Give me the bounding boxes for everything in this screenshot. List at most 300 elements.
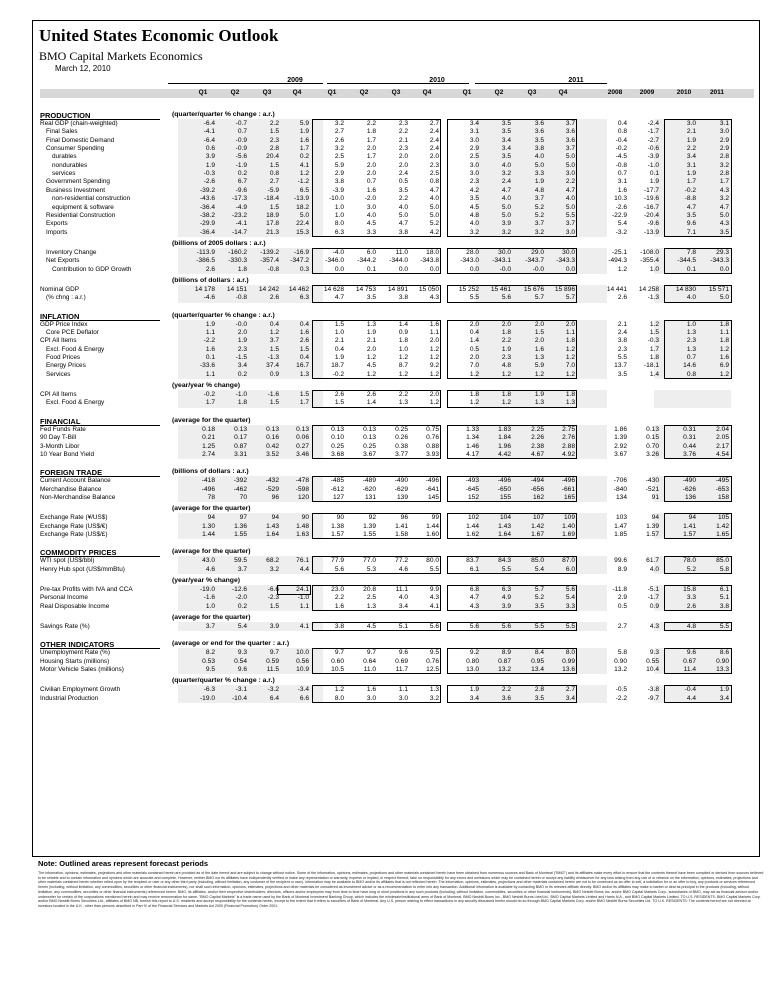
forecast-outline [447, 248, 577, 274]
forecast-outline [312, 556, 441, 574]
cell-value: 1.8 [501, 391, 511, 399]
cell-value: 5.5 [617, 354, 627, 362]
cell-value: 43.0 [202, 557, 215, 565]
cell-value: 99 [431, 514, 439, 522]
cell-value: -2.6 [203, 178, 215, 186]
cell-value: 5.6 [565, 586, 575, 593]
cell-value: 3.0 [719, 128, 729, 136]
cell-value: 5.9 [534, 362, 544, 370]
cell-value: 1.6 [299, 329, 309, 336]
cell-value: 3.7 [534, 220, 544, 228]
cell-value: -0.7 [235, 120, 247, 127]
cell-value: 1.2 [501, 399, 511, 407]
annual-header: 2010 [676, 89, 692, 96]
cell-value: 77.0 [363, 557, 376, 565]
row-label: Merchandise Balance [40, 485, 102, 493]
forecast-outline [447, 320, 577, 379]
section-heading: COMMODITY PRICES [40, 548, 117, 558]
cell-value: 1.9 [334, 354, 344, 362]
cell-value: 3.76 [683, 450, 696, 458]
cell-value: 5.5 [469, 294, 479, 302]
cell-value: 1.6 [617, 186, 627, 194]
unit-label: (average for the quarter) [172, 416, 251, 424]
cell-value: 20.8 [363, 586, 376, 593]
cell-value: -6.4 [203, 136, 215, 144]
cell-value: 2.4 [429, 128, 439, 136]
cell-value: 2.2 [501, 337, 511, 345]
cell-value: 1.44 [202, 530, 215, 538]
cell-value: 8.0 [334, 220, 344, 228]
cell-value: 2.1 [617, 320, 627, 328]
cell-value: 1.6 [366, 686, 376, 694]
cell-value: 0.2 [237, 170, 247, 178]
quarter-header: Q1 [198, 89, 208, 96]
cell-value: -20.4 [643, 211, 659, 219]
cell-value: 96 [271, 493, 279, 501]
cell-value: 3.31 [234, 450, 247, 458]
cell-value: 13.3 [716, 666, 729, 674]
cell-value: -6.6 [267, 586, 279, 593]
cell-value: -344.0 [389, 257, 408, 265]
cell-value: 4.1 [429, 602, 439, 610]
cell-value: 1.86 [614, 425, 627, 433]
cell-value: 2.1 [686, 128, 696, 136]
cell-value: -1.9 [235, 161, 247, 169]
cell-value: 3.4 [469, 120, 479, 127]
cell-value: 6.0 [565, 565, 575, 573]
cell-value: 1.3 [366, 602, 376, 610]
cell-value: -0.2 [615, 145, 627, 153]
cell-value: -343.7 [525, 257, 544, 265]
cell-value: 2.8 [719, 170, 729, 178]
cell-value: 2.2 [334, 594, 344, 602]
cell-value: 1.44 [466, 522, 479, 530]
cell-value: 0.8 [269, 170, 279, 178]
cell-value: 20.4 [266, 153, 279, 161]
row-label: Henry Hub spot (US$/mmBtu) [40, 565, 125, 573]
cell-value: 7.8 [686, 248, 696, 256]
cell-value: -462 [233, 485, 247, 493]
cell-value: 4.42 [498, 450, 511, 458]
cell-value: 1.7 [366, 153, 376, 161]
cell-value: 1.3 [429, 686, 439, 694]
cell-value: 1.41 [683, 522, 696, 530]
cell-value: 7.0 [565, 362, 575, 370]
cell-value: 10.5 [331, 666, 344, 674]
cell-value: 3.46 [296, 450, 309, 458]
cell-value: 1.5 [269, 399, 279, 407]
cell-value: -0.2 [684, 186, 696, 194]
cell-value: 4.8 [686, 623, 696, 631]
cell-value: 0.38 [395, 442, 408, 450]
cell-value: 1.0 [205, 602, 215, 610]
cell-value: -10.4 [231, 694, 247, 702]
cell-value: 1.2 [366, 370, 376, 378]
cell-value: 1.41 [395, 522, 408, 530]
disclaimer-text: The information, opinions, estimates, projections and other materials contained herein are provided as of the date hereof and are subject to change without notice. Some of the information, opinions, estimates, projections and other materials contained herein have been obtained from numerous sources and Bank of Montreal ("BMO") and its affiliates make every effort to ensure that the contents thereof have been compiled or derived from sources believed to be reliable and to contain information and opinions which are accurate and complete. However, neither BMO nor its affiliates have independently verified or make any representation or warranty, express or implied, in respect thereof, take no responsibility for any errors and omissions which may be contained herein or accept any liability whatsoever for any loss arising from any use of or reliance on the information, opinions, estimates, projections and other materials contained herein whether relied upon by the recipient or user or any other third party (including, without limitation, any customer of the recipient or user). Information may be available to BMO and/or its affiliates that is not reflected herein. The information, opinions, estimates, projections and other materials contained herein are not to be construed as an offer to sell, a solicitation for or an offer to buy, any products or services referenced herein (including, without limitation, any commodities, securities or other financial instruments), nor shall such information, opinions, estimates, projections and other materials be considered as investment advice or as a recommendation to enter into any transaction. Additional information is available by contacting BMO or its relevant affiliate directly. BMO and/or its affiliates may make a market or deal as principal in the products (including, without limitation, any commodities, securities or other financial instruments) referenced herein. BMO, its affiliates, and/or their respective shareholders, directors, officers and/or employees may from time to time have long or short positions in any such products (including, without limitation, commodities, securities or other financial instruments). BMO Nesbitt Burns Inc. and/or BMO Capital Markets Corp., subsidiaries of BMO, may act as financial advisor and/or underwriter for certain of the corporations mentioned herein and may receive remuneration for same. "BMO Capital Markets" is a trade name used by the Bank of Montreal Investment Banking Group, which includes the wholesale/institutional arms of Bank of Montreal, BMO Nesbitt Burns Inc., BMO Nesbitt Burns Ltée/Ltd., BMO Capital Markets Limited and Harris N.A., and BMO Capital Markets Limited. TO U.S. RESIDENTS: BMO Capital Markets Corp. and/or BMO Nesbitt Burns Securities Ltd., affiliates of BMO NB, furnish this report to U.S. residents and accept responsibility for the contents herein, except to the extent that it refers to securities of Bank of Montreal. Any U.S. person wishing to effect transactions in any security discussed herein should do so through BMO Capital Markets Corp. and/or BMO Nesbitt Burns Securities Ltd. TO U.K. RESIDENTS: The contents hereof are not directed at investors located in the U.K., other than persons described in Part IV of the Financial Services and Markets Act 2000 (Financial Promotion) Order 2001. [38, 871, 764, 908]
cell-value: 3.8 [334, 178, 344, 186]
cell-value: 1.2 [534, 370, 544, 378]
cell-value: 2.0 [501, 320, 511, 328]
cell-value: 4.0 [649, 565, 659, 573]
cell-value: 4.0 [686, 294, 696, 302]
cell-value: 2.75 [562, 425, 575, 433]
cell-value: 0.53 [202, 657, 215, 665]
cell-value: 1.7 [205, 399, 215, 407]
cell-value: 4.7 [469, 594, 479, 602]
cell-value: -0.5 [615, 686, 627, 694]
cell-value: -650 [497, 485, 511, 493]
cell-value: 4.5 [469, 203, 479, 211]
cell-value: 5.0 [719, 211, 729, 219]
cell-value: 3.1 [719, 120, 729, 127]
cell-value: 29.0 [531, 248, 544, 256]
cell-value: 1.0 [649, 265, 659, 273]
cell-value: 70 [239, 493, 247, 501]
cell-value: 1.8 [366, 128, 376, 136]
unit-label: (quarter/quarter % change : a.r.) [172, 677, 275, 685]
cell-value: 2.1 [334, 337, 344, 345]
cell-value: 2.0 [366, 345, 376, 353]
cell-value: 5.7 [565, 294, 575, 302]
cell-value: 2.88 [562, 442, 575, 450]
cell-value: 3.67 [614, 450, 627, 458]
cell-value: 3.6 [534, 128, 544, 136]
cell-value: -2.0 [235, 594, 247, 602]
cell-value: 0.13 [646, 425, 659, 433]
unit-label: (average for the quarter) [172, 548, 251, 556]
cell-value: 1.5 [649, 329, 659, 336]
cell-value: 11.1 [395, 586, 408, 593]
cell-value: 1.25 [202, 442, 215, 450]
cell-value: -17.3 [231, 195, 247, 203]
cell-value: 1.0 [334, 211, 344, 219]
cell-value: -4.1 [203, 128, 215, 136]
cell-value: -347.2 [290, 257, 309, 265]
cell-value: 104 [499, 514, 511, 522]
cell-value: 1.1 [205, 370, 215, 378]
cell-value: -529 [265, 485, 279, 493]
cell-value: 1.83 [498, 425, 511, 433]
row-label: Personal Income [40, 594, 88, 602]
quarter-header: Q4 [422, 89, 432, 96]
cell-value: 0.75 [426, 425, 439, 433]
cell-value: 2.3 [237, 345, 247, 353]
cell-value: 4.1 [299, 623, 309, 631]
cell-value: 1.8 [565, 337, 575, 345]
cell-value: -0.8 [267, 265, 279, 273]
cell-value: 1.6 [429, 320, 439, 328]
cell-value: -661 [561, 485, 575, 493]
cell-value: 155 [499, 493, 511, 501]
cell-value: 2.1 [366, 337, 376, 345]
cell-value: 9.3 [237, 649, 247, 657]
cell-value: 3.4 [469, 694, 479, 702]
cell-value: -496 [425, 477, 439, 485]
cell-value: 1.36 [234, 522, 247, 530]
cell-value: -0.4 [615, 136, 627, 144]
cell-value: 2.4 [398, 170, 408, 178]
cell-value: 13.2 [498, 666, 511, 674]
cell-value: 0.13 [331, 425, 344, 433]
cell-value: 3.5 [501, 120, 511, 127]
cell-value: 2.0 [534, 337, 544, 345]
row-label: Real GDP (chain-weighted) [40, 120, 118, 127]
cell-value: 1.6 [334, 602, 344, 610]
cell-value: 5.0 [534, 161, 544, 169]
cell-value: 5.0 [501, 211, 511, 219]
cell-value: -641 [425, 485, 439, 493]
cell-value: 2.0 [398, 153, 408, 161]
cell-value: 4.3 [719, 220, 729, 228]
cell-value: 0.64 [363, 657, 376, 665]
cell-value: 1.9 [366, 329, 376, 336]
row-label: WTI spot (US$/bbl) [40, 557, 95, 565]
cell-value: 1.2 [299, 170, 309, 178]
cell-value: 3.68 [331, 450, 344, 458]
cell-value: 1.40 [562, 522, 575, 530]
cell-value: -5.9 [267, 186, 279, 194]
cell-value: 15 896 [554, 285, 575, 293]
cell-value: 2.4 [501, 178, 511, 186]
quarter-header: Q2 [359, 89, 369, 96]
cell-value: 1.6 [534, 345, 544, 353]
cell-value: 0.4 [617, 120, 627, 127]
cell-value: 5.1 [719, 594, 729, 602]
cell-value: -612 [330, 485, 344, 493]
cell-value: 13.0 [466, 666, 479, 674]
cell-value: 0.0 [719, 265, 729, 273]
forecast-outline [312, 390, 441, 408]
cell-value: 2.0 [534, 320, 544, 328]
forecast-outline [312, 476, 441, 502]
cell-value: 3.93 [426, 450, 439, 458]
cell-value: 152 [467, 493, 479, 501]
cell-value: 28.0 [466, 248, 479, 256]
cell-value: 78.0 [683, 557, 696, 565]
cell-value: 12.5 [426, 666, 439, 674]
cell-value: 1.0 [334, 203, 344, 211]
cell-value: 102 [467, 514, 479, 522]
cell-value: -0.9 [235, 145, 247, 153]
cell-value: 15 676 [523, 285, 544, 293]
cell-value: 3.2 [469, 228, 479, 236]
cell-value: -19.6 [643, 195, 659, 203]
cell-value: 1.2 [649, 320, 659, 328]
cell-value: -706 [613, 477, 627, 485]
unit-label: (billions of dollars : a.r.) [172, 468, 249, 476]
cell-value: -346.0 [325, 257, 344, 265]
cell-value: 136 [684, 493, 696, 501]
cell-value: 14 830 [675, 285, 696, 293]
cell-value: 2.3 [429, 161, 439, 169]
cell-value: 2.8 [719, 153, 729, 161]
cell-value: 3.1 [686, 161, 696, 169]
cell-value: 2.6 [299, 337, 309, 345]
cell-value: 3.0 [565, 228, 575, 236]
forecast-outline [664, 476, 732, 502]
unit-label: (billions of 2005 dollars : a.r.) [172, 239, 266, 247]
cell-value: 1.5 [269, 161, 279, 169]
cell-value: -4.1 [235, 220, 247, 228]
cell-value: 68.2 [266, 557, 279, 565]
cell-value: -493 [465, 477, 479, 485]
cell-value: 23.0 [331, 586, 344, 593]
cell-value: 3.0 [366, 694, 376, 702]
row-label: Civilian Employment Growth [40, 686, 121, 694]
cell-value: -108.0 [640, 248, 659, 256]
cell-value: 1.5 [334, 399, 344, 407]
cell-value: 1.2 [429, 345, 439, 353]
cell-value: 8.9 [617, 565, 627, 573]
cell-value: 15 461 [490, 285, 511, 293]
cell-value: 1.2 [398, 370, 408, 378]
cell-value: 0.13 [363, 425, 376, 433]
cell-value: 1.5 [269, 203, 279, 211]
cell-value: 3.5 [534, 694, 544, 702]
cell-value: 1.8 [237, 265, 247, 273]
cell-value: 2.2 [366, 120, 376, 127]
cell-value: 5.5 [501, 565, 511, 573]
cell-value: 3.8 [719, 602, 729, 610]
cell-value: 1.2 [398, 354, 408, 362]
forecast-outline [447, 390, 577, 408]
row-label: Industrial Production [40, 694, 99, 702]
cell-value: 2.2 [398, 391, 408, 399]
cell-value: 2.6 [617, 294, 627, 302]
row-label: Fed Funds Rate [40, 425, 86, 433]
cell-value: 1.3 [565, 399, 575, 407]
cell-value: 1.65 [716, 530, 729, 538]
unit-label: (year/year % change) [172, 382, 241, 390]
cell-value: -22.9 [611, 211, 627, 219]
cell-value: 1.8 [501, 329, 511, 336]
row-label: Real Disposable Income [40, 602, 110, 610]
cell-value: 1.5 [269, 128, 279, 136]
cell-value: 18.2 [296, 203, 309, 211]
row-label: Consumer Spending [46, 145, 105, 153]
cell-value: 1.2 [501, 370, 511, 378]
cell-value: 1.4 [366, 399, 376, 407]
row-label: equipment & software [52, 203, 114, 211]
row-label: Nominal GDP [40, 285, 80, 293]
cell-value: 1.9 [534, 391, 544, 399]
row-label: durables [52, 153, 77, 161]
cell-value: -3.1 [235, 686, 247, 694]
cell-value: 4.0 [534, 153, 544, 161]
row-label: Motor Vehicle Sales (millions) [40, 666, 124, 674]
cell-value: 0.8 [617, 128, 627, 136]
cell-value: -0.4 [684, 686, 696, 694]
cell-value: 0.13 [266, 425, 279, 433]
cell-value: -2.2 [203, 337, 215, 345]
cell-value: 2.5 [469, 153, 479, 161]
cell-value: -3.8 [647, 686, 659, 694]
cell-value: 5.4 [237, 623, 247, 631]
cell-value: 109 [563, 514, 575, 522]
cell-value: 0.1 [649, 170, 659, 178]
cell-value: -392 [233, 477, 247, 485]
cell-value: 5.1 [398, 623, 408, 631]
forecast-outline [447, 425, 577, 459]
cell-value: 3.8 [534, 145, 544, 153]
cell-value: 0.4 [299, 320, 309, 328]
cell-value: 2.0 [366, 145, 376, 153]
cell-value: 18.9 [266, 211, 279, 219]
cell-value: 0.13 [296, 425, 309, 433]
cell-value: 5.0 [565, 203, 575, 211]
cell-value: 131 [364, 493, 376, 501]
cell-value: 2.0 [429, 153, 439, 161]
cell-value: 77.2 [395, 557, 408, 565]
cell-value: -344.2 [357, 257, 376, 265]
cell-value: 0.10 [331, 434, 344, 442]
cell-value: -2.7 [647, 136, 659, 144]
cell-value: 0.26 [395, 434, 408, 442]
cell-value: 2.9 [719, 145, 729, 153]
cell-value: 1.0 [686, 320, 696, 328]
cell-value: 2.6 [269, 294, 279, 302]
cell-value: 1.9 [237, 337, 247, 345]
cell-value: 2.17 [716, 442, 729, 450]
row-label: Unemployment Rate (%) [40, 649, 110, 657]
cell-value: -1.0 [235, 391, 247, 399]
cell-value: 0.44 [683, 442, 696, 450]
cell-value: 18.0 [426, 248, 439, 256]
cell-value: 22.4 [296, 220, 309, 228]
cell-value: 0.13 [363, 434, 376, 442]
cell-value: 0.69 [395, 657, 408, 665]
row-label: Business Investment [46, 186, 105, 194]
cell-value: -430 [645, 477, 659, 485]
row-label: Imports [46, 228, 68, 236]
cell-value: 158 [717, 493, 729, 501]
cell-value: 0.5 [617, 602, 627, 610]
quarter-header: Q1 [327, 89, 337, 96]
quarter-header: Q2 [230, 89, 240, 96]
cell-value: 14 753 [355, 285, 376, 293]
forecast-outline [312, 685, 441, 703]
cell-value: -0.2 [203, 391, 215, 399]
cell-value: 0.06 [296, 434, 309, 442]
cell-value: 4.17 [466, 450, 479, 458]
cell-value: 1.9 [205, 161, 215, 169]
quarter-header: Q2 [494, 89, 504, 96]
cell-value: 0.5 [398, 178, 408, 186]
cell-value: -432 [265, 477, 279, 485]
cell-value: 2.0 [565, 320, 575, 328]
row-label: Pre-tax Profits with IVA and CCA [40, 586, 133, 593]
cell-value: 4.7 [334, 294, 344, 302]
cell-value: 4.2 [469, 186, 479, 194]
cell-value: -344.5 [677, 257, 696, 265]
cell-value: 0.7 [237, 128, 247, 136]
cell-value: 3.5 [501, 153, 511, 161]
cell-value: 1.58 [395, 530, 408, 538]
cell-value: 1.2 [429, 399, 439, 407]
cell-value: -0.3 [647, 337, 659, 345]
cell-value: -653 [715, 485, 729, 493]
annual-header: 2009 [639, 89, 655, 96]
cell-value: 3.7 [237, 565, 247, 573]
cell-value: 0.60 [331, 657, 344, 665]
forecast-outline [664, 119, 732, 237]
cell-value: -478 [295, 477, 309, 485]
cell-value: 5.3 [366, 565, 376, 573]
cell-value: 83.7 [466, 557, 479, 565]
cell-value: 0.9 [398, 329, 408, 336]
cell-value: 5.9 [334, 161, 344, 169]
